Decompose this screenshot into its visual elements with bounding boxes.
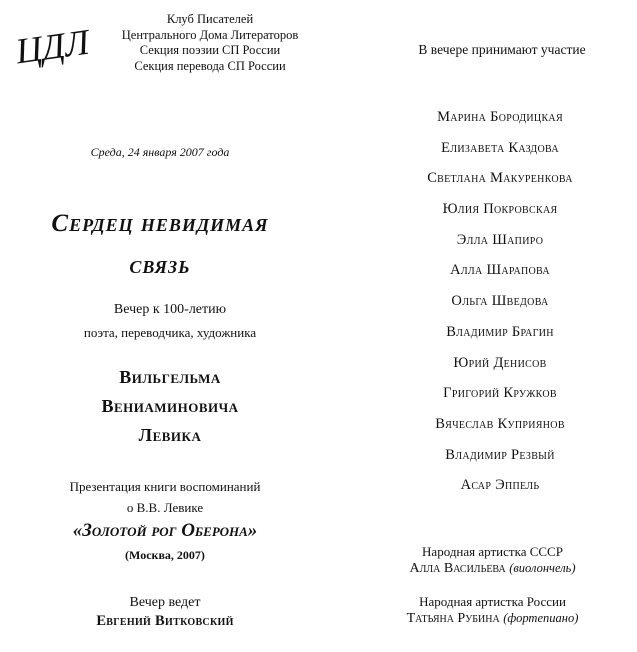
presentation-line1: Презентация книги воспоминаний xyxy=(69,479,261,494)
participant-name: Асар Эппель xyxy=(460,477,540,494)
book-title: «Золотой рог Оберона» xyxy=(72,520,258,541)
evening-description: Вечер к 100-летию xyxy=(113,302,227,317)
club-line: Секция перевода СП России xyxy=(134,58,286,73)
event-date: Среда, 24 января 2007 года xyxy=(90,145,230,159)
participant-name: Юлия Покровская xyxy=(442,201,558,218)
artist-instrument: (виолончель) xyxy=(509,561,576,575)
artist-name: Алла Васильева xyxy=(409,561,506,576)
participant-name: Марина Бородицкая xyxy=(437,109,563,125)
artist-title: Народная артистка России xyxy=(419,594,566,609)
honoree-patronymic: Вениаминовича xyxy=(101,396,239,416)
participant-name: Григорий Кружков xyxy=(443,385,557,402)
club-header xyxy=(70,12,350,74)
participant-name: Светлана Макуренкова xyxy=(427,170,573,187)
artist-name: Татьяна Рубина xyxy=(406,611,500,626)
participant-name: Алла Шарапова xyxy=(450,262,550,279)
participant-name: Элла Шапиро xyxy=(456,231,544,248)
logo-letters: ЦДЛ xyxy=(13,21,92,72)
honoree-last-name: Левика xyxy=(138,425,202,445)
participant-name: Елизавета Каздова xyxy=(441,139,559,156)
artist-title: Народная артистка СССР xyxy=(422,544,563,559)
participant-name: Вячеслав Куприянов xyxy=(435,415,565,432)
artist-block xyxy=(360,593,625,627)
participant-name: Владимир Резвый xyxy=(445,446,555,463)
cdl-monogram-icon xyxy=(12,16,92,82)
artist-block xyxy=(360,543,625,577)
participants-title: В вечере принимают участие xyxy=(418,42,586,57)
participant-name: Владимир Брагин xyxy=(446,323,554,340)
host-label: Вечер ведет xyxy=(129,595,201,610)
cdl-logo xyxy=(12,16,92,82)
participants-list xyxy=(380,109,620,508)
event-title-line1: Сердец невидимая xyxy=(51,210,269,237)
participant-name: Юрий Денисов xyxy=(453,354,547,371)
artist-line xyxy=(360,610,625,627)
event-title-line2: связь xyxy=(129,252,191,279)
honoree-first-name: Вильгельма xyxy=(119,367,221,387)
book-publisher: (Москва, 2007) xyxy=(125,548,205,562)
presentation-line2: о В.В. Левике xyxy=(126,500,204,515)
artist-line xyxy=(360,560,625,577)
evening-subtitle: поэта, переводчика, художника xyxy=(83,325,257,340)
artist-instrument: (фортепиано) xyxy=(503,611,579,625)
club-line: Клуб Писателей xyxy=(166,12,254,26)
participant-name: Ольга Шведова xyxy=(451,293,549,310)
club-line: Секция поэзии СП России xyxy=(139,43,281,57)
club-line: Центрального Дома Литераторов xyxy=(121,27,299,42)
host-name: Евгений Витковский xyxy=(96,613,234,629)
